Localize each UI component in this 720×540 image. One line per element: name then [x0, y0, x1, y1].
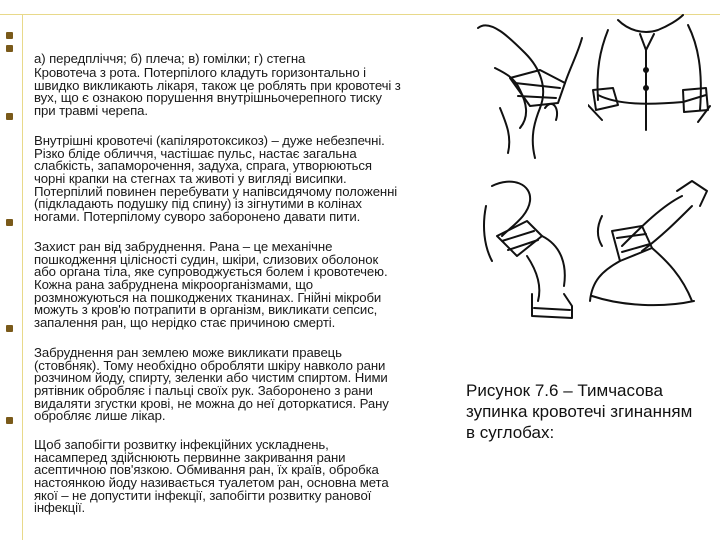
bullet-text: Кровотеча з рота. Потерпілого кладуть горизонтально і швидко викликають лікаря, також це роблять при кровотечі з вух, що є ознакою порушення внутрішньочерепного тиску при травмі черепа. — [34, 65, 401, 118]
knee-flexion-illustration — [472, 176, 582, 326]
illustrations — [470, 8, 715, 328]
bullet-text: а) передпліччя; б) плеча; в) гомілки; г) стегна — [34, 51, 306, 67]
bullet-marker-icon — [6, 45, 13, 52]
hip-flexion-illustration — [582, 176, 712, 326]
slide-left-rule — [22, 14, 23, 540]
bullet-item — [30, 28, 470, 67]
figure-caption: Рисунок 7.6 – Тимчасова зупинка кровотечі згинанням в суглобах: — [466, 381, 693, 442]
bullet-text: Забруднення ран землею може викликати правець (стовбняк). Тому необхідно обробляти шкіру навколо рани розчином йоду, спирту, зеленки або чистим спиртом. Ними рятівник обробляє і пальці своїх рук. Забороненo з рани видаляти згустки крові, не можна до неї доторкатися. Рану обробляє лише лікар. — [34, 345, 389, 424]
bullet-text: Внутрішні кровотечі (капіляротоксикоз) – дуже небезпечні. Різко бліде обличчя, частішає пульс, настає загальна слабкість, запаморочення, задуха, спрага, утворюються чорні крапки на стегнах та животі у вигляді висипки. Потерпілий повинен перебувати у напівсидячому положенні (підкладають подушку під спину) із зігнутими в колінах ногами. Потерпілому суворо заборонено давати пити. — [34, 133, 398, 224]
bullet-item — [30, 414, 470, 516]
bullet-item — [30, 42, 470, 118]
bullet-marker-icon — [6, 113, 13, 120]
bullet-list — [30, 28, 470, 516]
bullet-marker-icon — [6, 417, 13, 424]
bullet-text: Щоб запобігти розвитку інфекційних ускладнень, насамперед здійснюють первинне закривання рани асептичною пов'язкою. Обмивання ран, їх країв, обробка настоянкою йоду називається туалетом ран, основна мета якої – не допустити інфекції, запобігти розвитку ранової інфекції. — [34, 437, 389, 516]
bullet-item — [30, 322, 470, 424]
bullet-item — [30, 110, 470, 224]
bullet-marker-icon — [6, 32, 13, 39]
bullet-marker-icon — [6, 325, 13, 332]
bullet-item — [30, 216, 470, 330]
forearm-flexion-illustration — [470, 8, 588, 168]
bullet-text: Захист ран від забруднення. Рана – це механічне пошкодження цілісності судин, шкіри, слизових оболонок або органа тіла, яке супроводжується болем і кровотечею. Кожна рана забруднена мікроорганізмами, що розмножуються на пошкоджених тканинах. Гнійні мікроби можуть з кров'ю потрапити в організм, викликати сепсис, запалення ран, що нерідко стає причиною смерті. — [34, 239, 388, 330]
bullet-marker-icon — [6, 219, 13, 226]
shoulder-flexion-illustration — [588, 10, 713, 160]
